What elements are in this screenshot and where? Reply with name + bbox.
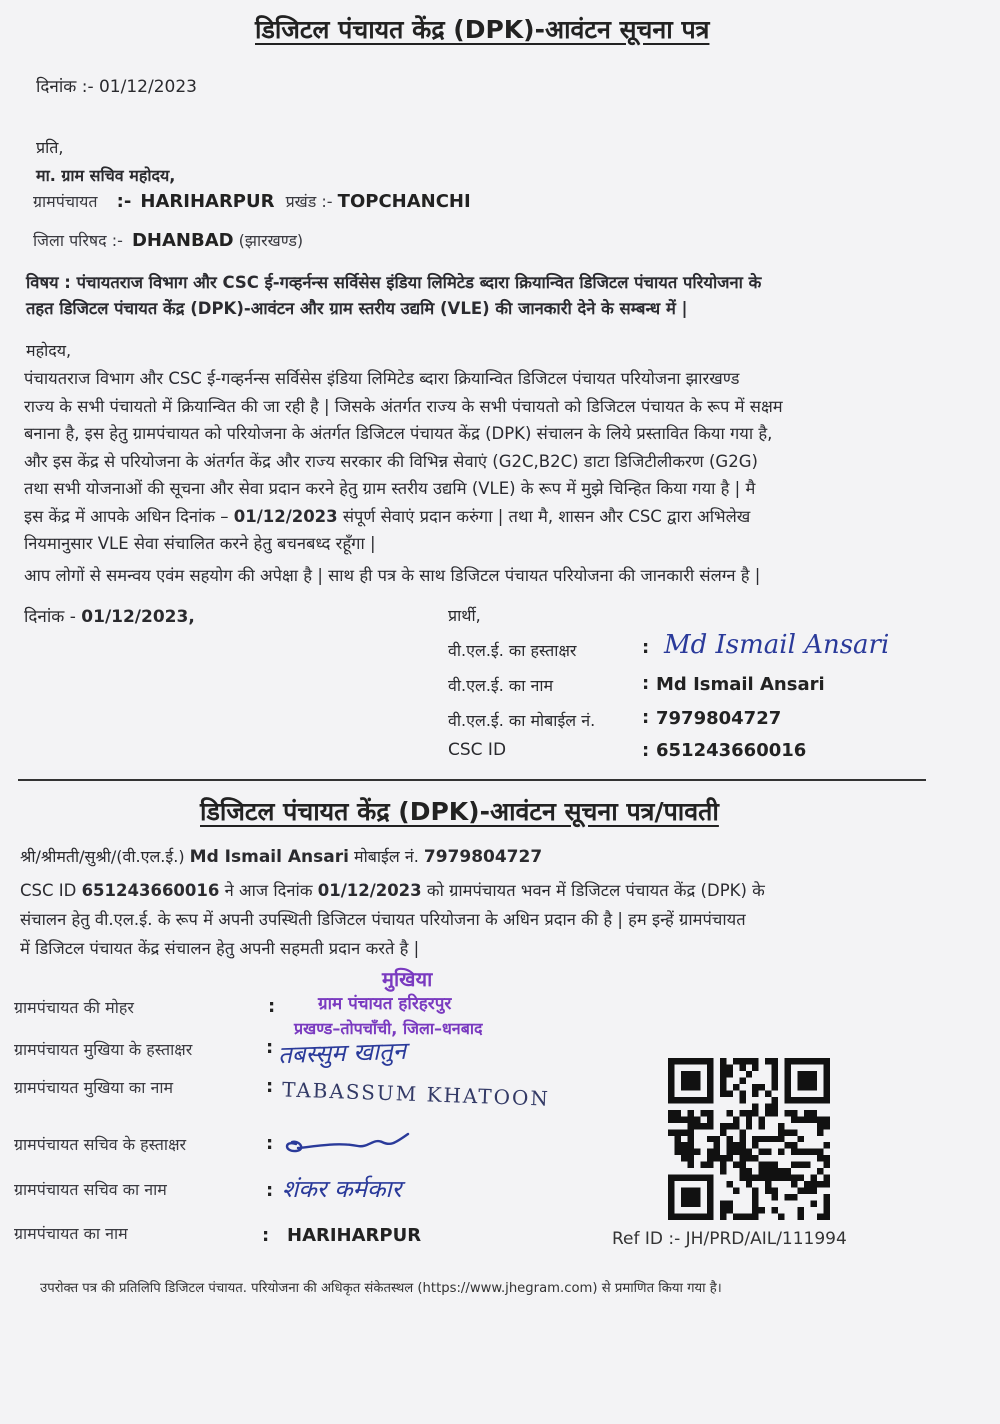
field-label-secretary-name: ग्रामपंचायत सचिव का नाम (14, 1180, 167, 1199)
mukhiya-signature: तबस्सुम खातुन (277, 1036, 407, 1070)
field-label-secretary-signature: ग्रामपंचायत सचिव के हस्ताक्षर (14, 1135, 187, 1154)
field-sep: : (262, 1225, 270, 1246)
addressee: मा. ग्राम सचिव महोदय, (36, 166, 176, 185)
colon: : (642, 637, 650, 658)
applicant-label: प्रार्थी, (448, 606, 481, 625)
panchayat-name-value: HARIHARPUR (287, 1225, 422, 1246)
field-label-seal: ग्रामपंचायत की मोहर (14, 998, 134, 1017)
district-label: जिला परिषद :- (33, 231, 123, 250)
field-label-mukhiya-name: ग्रामपंचायत मुखिया का नाम (14, 1078, 174, 1097)
body-date-line: इस केंद्र में आपके अधिन दिनांक – 01/12/2023 संपूर्ण सेवाएं प्रदान करुंगा | तथा मै, शासन और CSC द्वारा अभिलेख (24, 506, 751, 526)
closing-line: आप लोगों से समन्वय एवंम सहयोग की अपेक्षा है | साथ ही पत्र के साथ डिजिटल पंचायत परियोजना की जानकारी संलग्न है | (24, 566, 761, 585)
secretary-signature (278, 1124, 418, 1164)
field-sep: : (268, 996, 276, 1017)
district-line (33, 229, 303, 251)
gram-panchayat-line (33, 190, 471, 212)
salutation: महोदय, (26, 341, 72, 360)
field-label-panchayat-name: ग्रामपंचायत का नाम (14, 1224, 128, 1243)
letter-body: पंचायतराज विभाग और CSC ई-गव्हर्नन्स सर्विसेस इंडिया लिमिटेड ब्दारा क्रियान्वित डिजिटल पंचायत परियोजना झारखण्ड राज्य के सभी पंचायतो में क्रियान्वित की जा रही है | जिसके अंतर्गत राज्य के सभी पंचायतो को डिजिटल पंचायत के रूप में सक्षम बनाना है, इस हेतु ग्रामपंचायत को परियोजना के अंतर्गत डिजिटल पंचायत केंद्र (DPK) संचालन के लिये प्रस्तावित किया गया है, और इस केंद्र से परियोजना के अंतर्गत केंद्र और राज्य सरकार की विभिन्न सेवाएं (G2C,B2C) डाटा डिजिटीलीकरण (G2G) तथा सभी योजनाओं की सूचना और सेवा प्रदान करने हेतु ग्राम स्तरीय उद्यमि (VLE) के रूप में मुझे चिन्हित किया गया है | मै इस केंद्र में आपके अधिन दिनांक – 01/12/2023 संपूर्ण सेवाएं प्रदान करुंगा | तथा मै, शासन और CSC द्वारा अभिलेख नियमानुसार VLE सेवा संचालित करने हेतु बचनबध्द रहूँगा | (24, 365, 974, 558)
letter-date: दिनांक :- 01/12/2023 (36, 77, 197, 97)
stamp-line-1: मुखिया (382, 967, 433, 991)
vle-signature-label: वी.एल.ई. का हस्ताक्षर (448, 641, 577, 660)
vle-mobile-value: 7979804727 (656, 708, 782, 729)
district-value: DHANBAD (131, 230, 234, 251)
field-sep: : (266, 1076, 274, 1097)
vle-name-value: Md Ismail Ansari (656, 674, 825, 695)
field-sep: : (266, 1133, 274, 1154)
gp-value: HARIHARPUR (140, 191, 275, 212)
mukhiya-name: TABASSUM KHATOON (281, 1077, 551, 1111)
page-title: डिजिटल पंचायत केंद्र (DPK)-आवंटन सूचना पत्र (255, 15, 710, 44)
vle-mobile-label: वी.एल.ई. का मोबाईल नं. (448, 711, 596, 730)
field-sep: : (266, 1180, 274, 1201)
sign-date: दिनांक - 01/12/2023, (24, 607, 195, 627)
gp-label: ग्रामपंचायत (33, 192, 98, 211)
colon: : (642, 740, 650, 761)
receipt-vle-line: श्री/श्रीमती/सुश्री/(वी.एल.ई.) Md Ismail Ansari मोबाईल नं. 7979804727 (20, 847, 543, 867)
subject: विषय : पंचायतराज विभाग और CSC ई-गव्हर्नन्स सर्विसेस इंडिया लिमिटेड ब्दारा क्रियान्वित डिजिटल पंचायत परियोजना के तहत डिजिटल पंचायत केंद्र (DPK)-आवंटन और ग्राम स्तरीय उद्यमि (VLE) की जानकारी देने के सम्बन्ध में | (26, 273, 762, 318)
gp-sep: :- (116, 191, 132, 212)
field-label-mukhiya-signature: ग्रामपंचायत मुखिया के हस्ताक्षर (14, 1040, 193, 1059)
receipt-title: डिजिटल पंचायत केंद्र (DPK)-आवंटन सूचना पत्र/पावती (200, 797, 719, 826)
csc-id-label: CSC ID (448, 740, 507, 760)
secretary-name: शंकर कर्मकार (282, 1175, 402, 1203)
qr-code-icon (668, 1058, 830, 1220)
csc-id-value: 651243660016 (656, 740, 807, 761)
district-state: (झारखण्ड) (238, 231, 304, 250)
receipt-csc-line: CSC ID 651243660016 ने आज दिनांक 01/12/2023 को ग्रामपंचायत भवन में डिजिटल पंचायत केंद्र (DPK) के (20, 881, 765, 900)
vle-signature: Md Ismail Ansari (664, 630, 890, 660)
colon: : (642, 673, 650, 694)
footer-note: उपरोक्त पत्र की प्रतिलिपि डिजिटल पंचायत. परियोजना की अधिकृत संकेतस्थल (https://www.jhegram.com) से प्रमाणित किया गया है। (40, 1281, 722, 1296)
stamp-line-2: ग्राम पंचायत हरिहरपुर (318, 994, 452, 1014)
block-label: प्रखंड :- (285, 192, 333, 211)
stamp-line-3: प्रखण्ड–तोपचाँची, जिला–धनबाद (294, 1019, 483, 1038)
colon: : (642, 707, 650, 728)
divider (18, 779, 926, 781)
addressee-prefix: प्रति, (36, 138, 64, 157)
block-value: TOPCHANCHI (337, 191, 471, 212)
vle-name-label: वी.एल.ई. का नाम (448, 676, 554, 695)
field-sep: : (266, 1037, 274, 1058)
ref-id: Ref ID :- JH/PRD/AIL/111994 (612, 1229, 847, 1249)
receipt-body: CSC ID 651243660016 ने आज दिनांक 01/12/2023 को ग्रामपंचायत भवन में डिजिटल पंचायत केंद्र (DPK) के संचालन हेतु वी.एल.ई. के रूप में अपनी उपस्थिती डिजिटल पंचायत परियोजना के अधिन प्रदान की है | हम इन्हें ग्रामपंचायत में डिजिटल पंचायत केंद्र संचालन हेतु अपनी सहमती प्रदान करते है | (20, 876, 980, 963)
